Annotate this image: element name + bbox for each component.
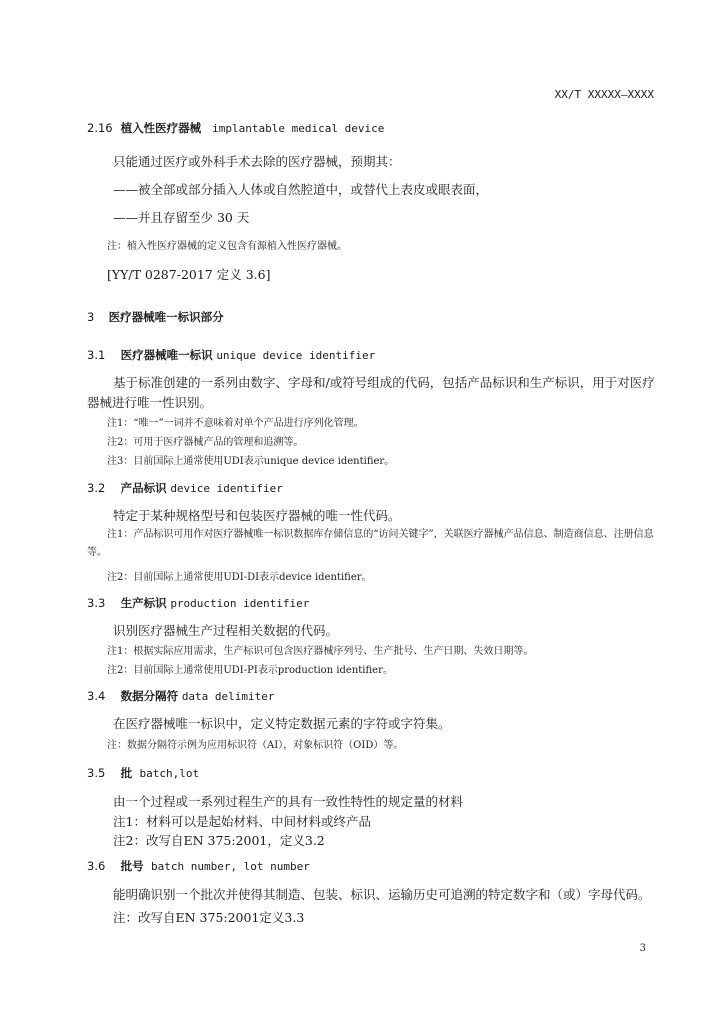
section-heading-3 [87, 309, 224, 325]
term-title-zh: 批 [120, 766, 133, 780]
term-title-en: device identifier [170, 482, 283, 495]
term-number: 2.16 [87, 121, 113, 135]
term-title-zh: 生产标识 [120, 596, 167, 610]
term-note: 注2：可用于医疗器械产品的管理和追溯等。 [107, 437, 304, 448]
term-heading-3-5 [87, 765, 199, 781]
section-number: 3 [87, 310, 95, 324]
term-note: 注：植入性医疗器械的定义包含有源植入性医疗器械。 [107, 241, 347, 252]
term-title-en: unique device identifier [216, 349, 376, 362]
definition-text: 基于标准创建的一系列由数字、字母和/或符号组成的代码，包括产品标识和生产标识，用于对医疗器械进行唯一性识别。 [87, 375, 655, 410]
term-title-en: batch number, lot number [150, 860, 310, 873]
term-title-en: batch,lot [139, 767, 200, 780]
term-note: 注3：目前国际上通常使用UDI表示unique device identifier。 [107, 456, 395, 467]
page-number: 3 [639, 943, 646, 954]
definition-item: ——并且存留至少 30 天 [113, 210, 250, 225]
term-note: 注1：根据实际应用需求，生产标识可包含医疗器械序列号、生产批号、生产日期、失效日期等。 [107, 646, 534, 657]
term-title-zh: 批号 [120, 859, 144, 873]
term-title-en: implantable medical device [212, 122, 385, 135]
term-number: 3.6 [87, 859, 106, 873]
term-heading-2-16 [87, 120, 384, 136]
term-title-zh: 数据分隔符 [120, 689, 179, 703]
definition-text: 识别医疗器械生产过程相关数据的代码。 [113, 623, 339, 638]
source-reference: [YY/T 0287-2017 定义 3.6] [107, 267, 271, 282]
term-title-zh: 产品标识 [120, 481, 167, 495]
term-number: 3.2 [87, 481, 106, 495]
definition-text: 由一个过程或一系列过程生产的具有一致性特性的规定量的材料 [113, 794, 464, 809]
term-note: 注1：产品标识可用作对医疗器械唯一标识数据库存储信息的“访问关键字”，关联医疗器械产品信息、制造商信息、注册信息等。 [87, 529, 654, 558]
term-heading-3-4 [87, 688, 275, 704]
section-title: 医疗器械唯一标识部分 [108, 310, 224, 324]
term-note: 注2：目前国际上通常使用UDI-DI表示device identifier。 [107, 572, 372, 583]
term-number: 3.5 [87, 766, 106, 780]
term-heading-3-3 [87, 595, 309, 611]
definition-text: 在医疗器械唯一标识中，定义特定数据元素的字符或字符集。 [113, 716, 451, 731]
term-note: 注1：材料可以是起始材料、中间材料或终产品 [113, 814, 371, 829]
term-note: 注2：改写自EN 375:2001，定义3.2 [113, 833, 325, 848]
term-note: 注2：目前国际上通常使用UDI-PI表示production identifier。 [107, 665, 393, 676]
term-title-zh: 植入性医疗器械 [120, 121, 202, 135]
term-heading-3-6 [87, 858, 310, 874]
term-number: 3.1 [87, 348, 106, 362]
term-number: 3.3 [87, 596, 106, 610]
definition-item: ——被全部或部分插入人体或自然腔道中，或替代上表皮或眼表面， [113, 182, 489, 197]
term-heading-3-1 [87, 347, 375, 363]
term-heading-3-2 [87, 480, 283, 496]
term-note: 注：数据分隔符示例为应用标识符（AI），对象标识符（OID）等。 [107, 740, 404, 751]
term-note: 注1：“唯一”一词并不意味着对单个产品进行序列化管理。 [107, 418, 364, 429]
term-number: 3.4 [87, 689, 106, 703]
document-id-header: XX/T XXXXX—XXXX [554, 88, 654, 101]
definition-text: 只能通过医疗或外科手术去除的医疗器械，预期其： [113, 154, 401, 169]
definition-text: 能明确识别一个批次并使得其制造、包装、标识、运输历史可追溯的特定数字和（或）字母代码。 [113, 887, 651, 902]
term-note: 注：改写自EN 375:2001定义3.3 [113, 910, 305, 925]
definition-text: 特定于某种规格型号和包装医疗器械的唯一性代码。 [113, 508, 401, 523]
term-title-en: data delimiter [181, 690, 275, 703]
term-title-zh: 医疗器械唯一标识 [120, 348, 213, 362]
term-title-en: production identifier [170, 597, 310, 610]
